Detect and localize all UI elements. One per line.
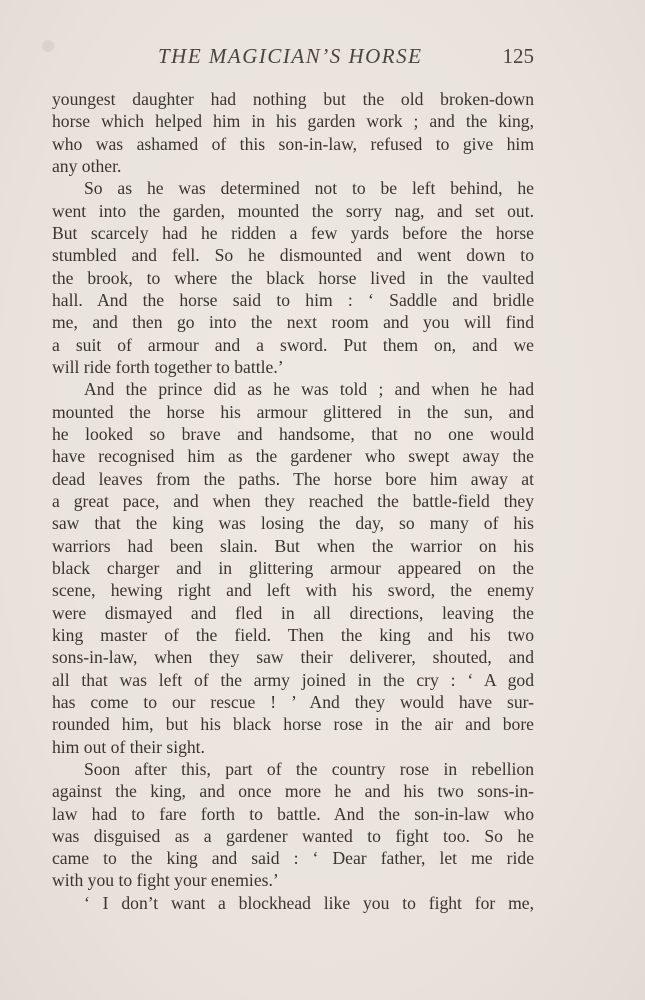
paragraph-start: And the prince did as he was told ; and when he had [84,379,534,400]
text-line: king master of the field. Then the king and his two [52,624,534,645]
text-line: a great pace, and when they reached the battle-field they [52,490,534,511]
body-text [52,88,534,914]
text-line: went into the garden, mounted the sorry nag, and set out. [52,200,534,221]
text-line: him out of their sight. [52,736,205,757]
text-line: black charger and in glittering armour appeared on the [52,557,534,578]
paragraph-start: So as he was determined not to be left behind, he [84,178,534,199]
text-line: the brook, to where the black horse lived in the vaulted [52,267,534,288]
text-line: came to the king and said : ‘ Dear father, let me ride [52,848,534,869]
text-line: youngest daughter had nothing but the old broken-down [52,89,534,109]
text-line: dead leaves from the paths. The horse bore him away at [52,468,534,489]
text-line: with you to fight your enemies.’ [52,870,279,891]
text-line: hall. And the horse said to him : ‘ Saddle and bridle [52,289,534,310]
text-line: a suit of armour and a sword. Put them on, and we [52,334,534,355]
page-number: 125 [502,44,534,68]
text-line: warriors had been slain. But when the warrior on his [52,535,534,556]
text-line: who was ashamed of this son-in-law, refused to give him [52,133,534,154]
text-line: all that was left of the army joined in the cry : ‘ A god [52,669,534,690]
text-line: rounded him, but his black horse rose in the air and bore [52,714,534,735]
text-line: law had to fare forth to battle. And the son-in-law who [52,803,534,824]
text-line: me, and then go into the next room and you will find [52,312,534,333]
text-line: sons-in-law, when they saw their deliverer, shouted, and [52,647,534,668]
text-line: horse which helped him in his garden work ; and the king, [52,111,534,132]
paragraph-start: Soon after this, part of the country rose in rebellion [84,758,534,779]
page-header [50,44,534,74]
running-title: THE MAGICIAN’S HORSE [158,44,423,68]
text-line: any other. [52,155,122,176]
text-line: were dismayed and fled in all directions, leaving the [52,602,534,623]
text-line: But scarcely had he ridden a few yards before the horse [52,222,534,243]
text-line: has come to our rescue ! ’ And they would have sur- [52,691,534,712]
text-line: saw that the king was losing the day, so many of his [52,513,534,534]
text-line: was disguised as a gardener wanted to fight too. So he [52,825,534,846]
text-line: have recognised him as the gardener who swept away the [52,446,534,467]
text-line: mounted the horse his armour glittered in the sun, and [52,401,534,422]
text-line: scene, hewing right and left with his sword, the enemy [52,580,534,601]
text-line: he looked so brave and handsome, that no one would [52,423,534,444]
paragraph-start: ‘ I don’t want a blockhead like you to fight for me, [84,892,534,913]
text-line: will ride forth together to battle.’ [52,356,284,377]
text-line: stumbled and fell. So he dismounted and went down to [52,245,534,266]
text-line: against the king, and once more he and his two sons-in- [52,781,534,802]
